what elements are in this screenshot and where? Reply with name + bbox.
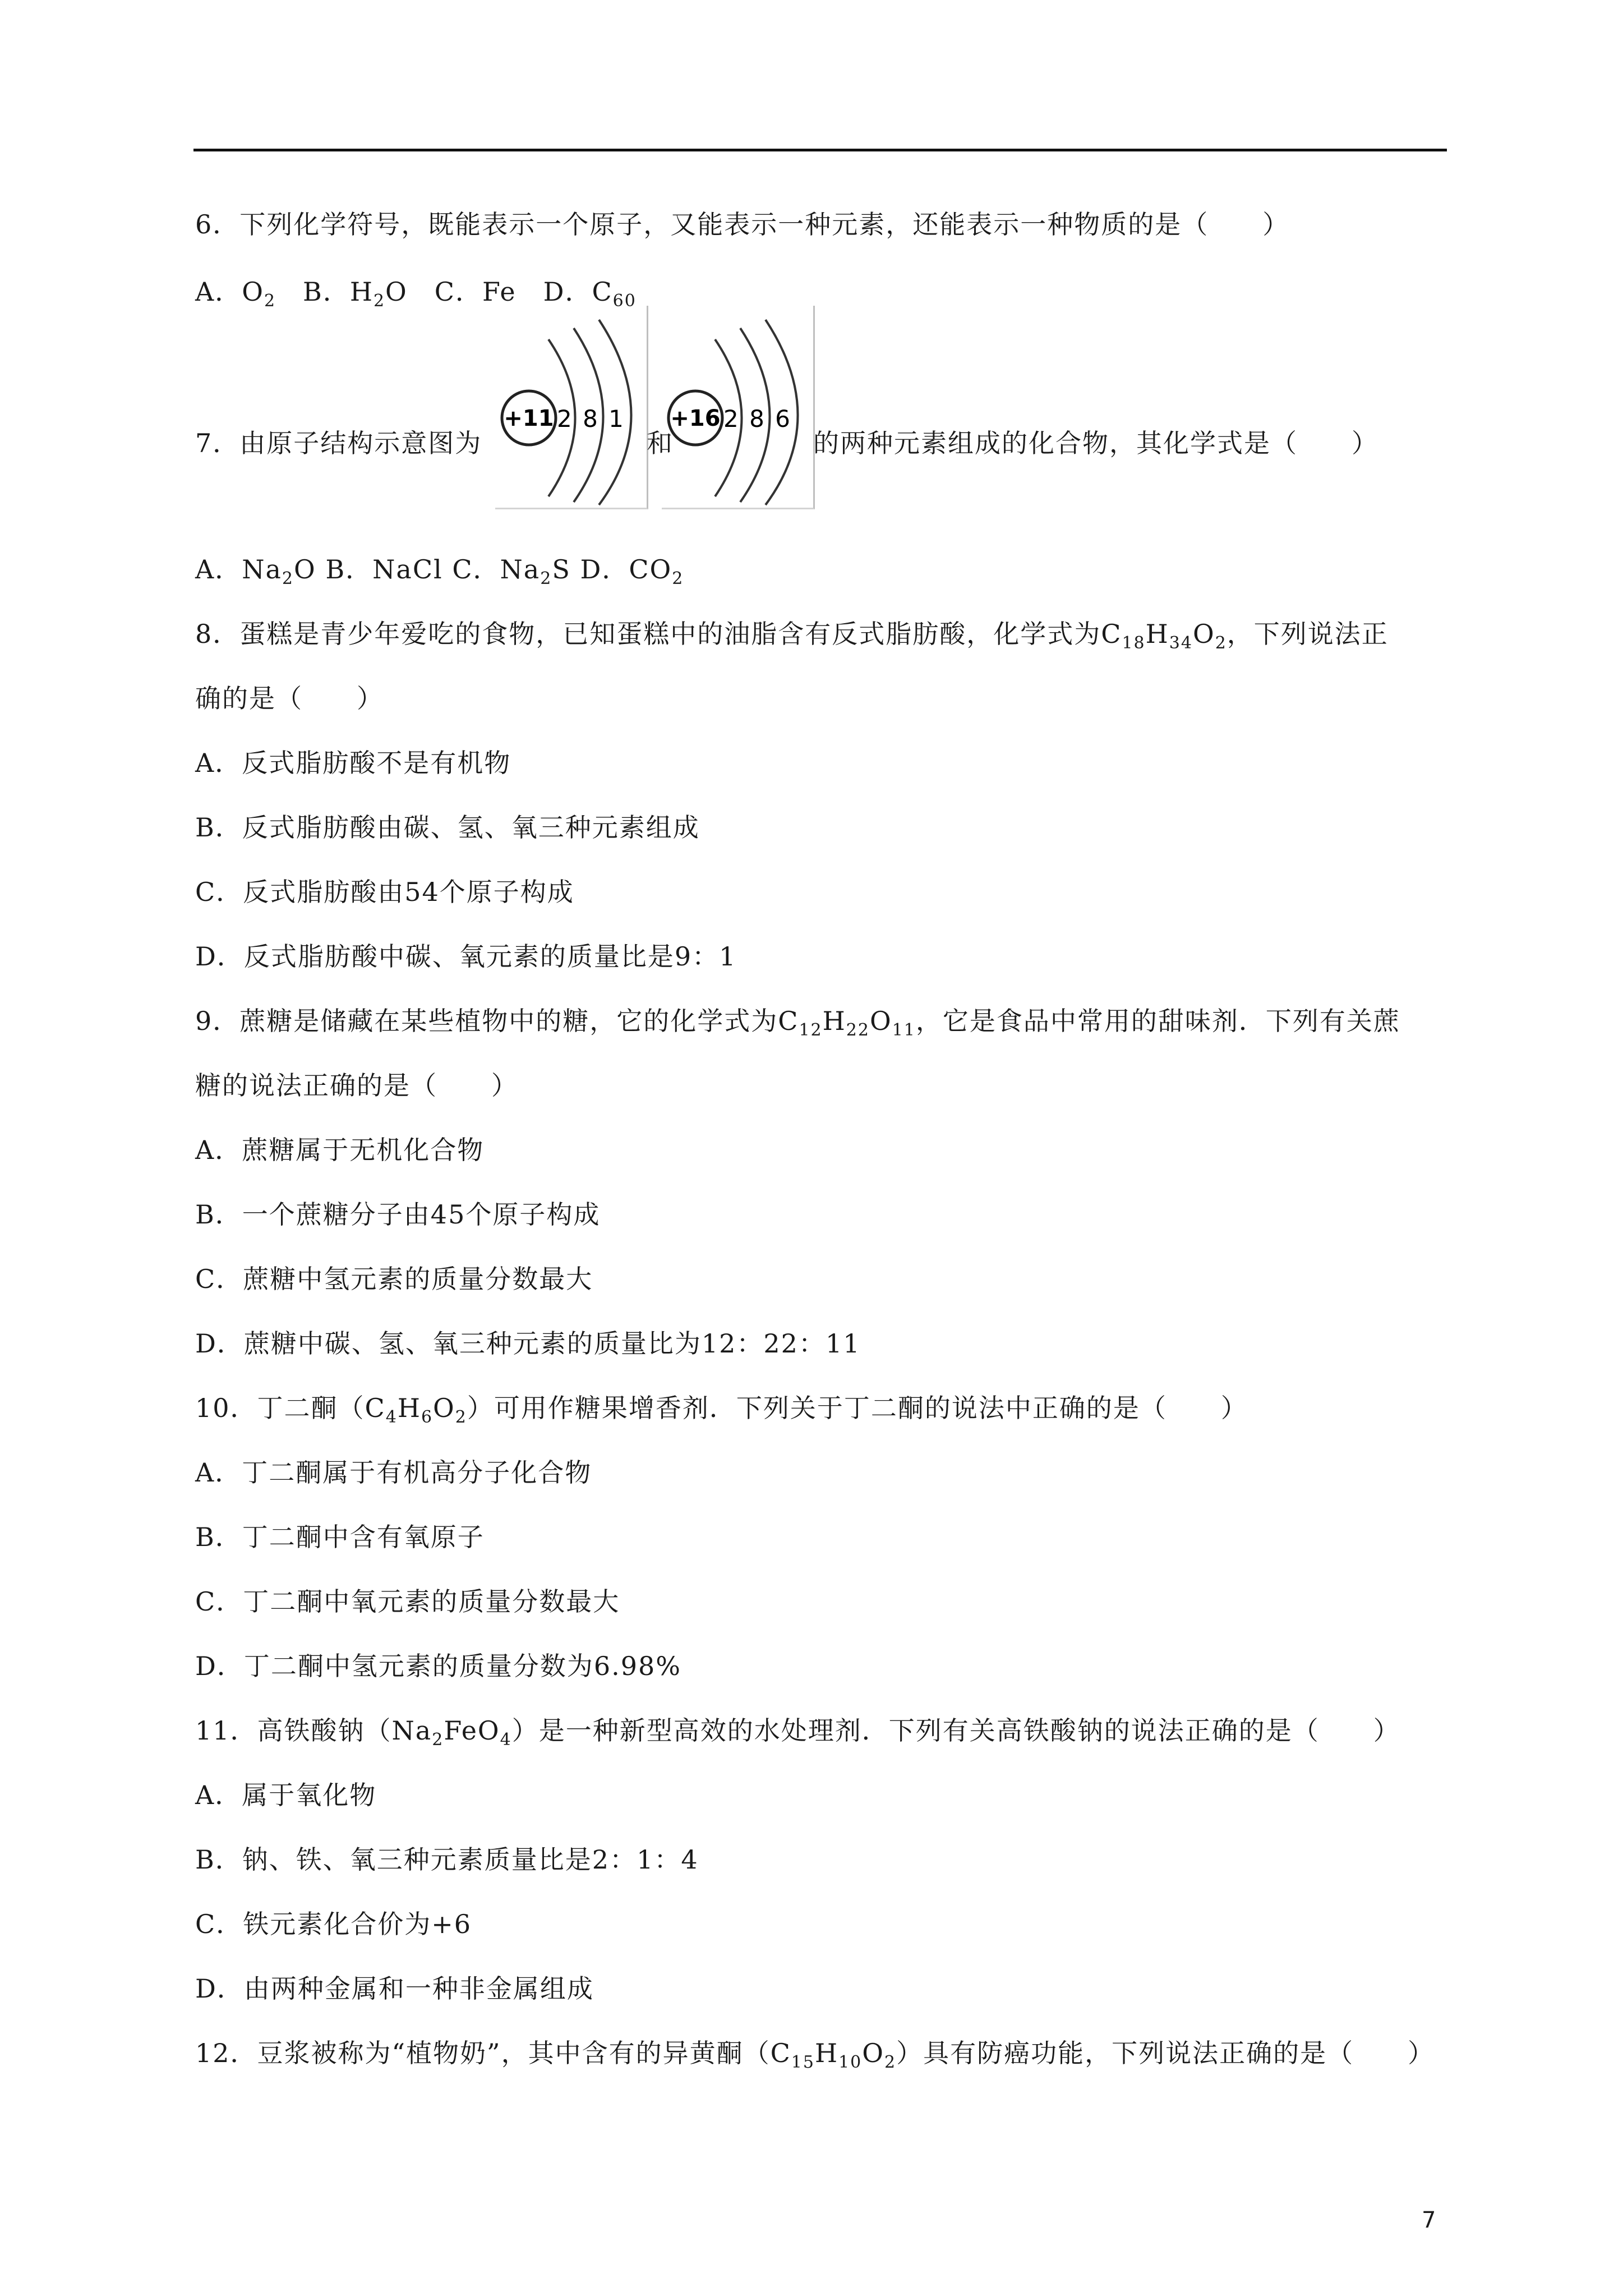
atom1-shells: 2 8 1 bbox=[557, 405, 624, 432]
q12-stem: 12．豆浆被称为“植物奶”，其中含有的异黄酮$(C_{15}H_{10}O_2)$具有防癌功能，下列说法正确的是（ ） bbox=[195, 2038, 1435, 2072]
q10-stem: 10．丁二酮$(C_4H_6O_2)$可用作糖果增香剂．下列关于丁二酮的说法中正确的是（ ） bbox=[195, 1393, 1248, 1427]
q9-stem-line2: 糖的说法正确的是（ ） bbox=[195, 1070, 518, 1101]
q7-stem-pre: 7．由原子结构示意图为 bbox=[195, 428, 482, 458]
atom2-nucleus: +16 bbox=[670, 406, 721, 431]
q9-option-c: C．蔗糖中氢元素的质量分数最大 bbox=[195, 1264, 593, 1294]
atom1-nucleus: +11 bbox=[504, 406, 554, 431]
q8-stem-line2: 确的是（ ） bbox=[195, 683, 384, 714]
q11-option-b: B．钠、铁、氧三种元素质量比是2：1：4 bbox=[195, 1844, 699, 1875]
q10-option-a: A．丁二酮属于有机高分子化合物 bbox=[195, 1457, 592, 1488]
q11-stem: 11．高铁酸钠$(Na_2FeO_4)$是一种新型高效的水处理剂．下列有关高铁酸钠的说法正确的是（ ） bbox=[195, 1715, 1400, 1750]
q9-option-d: D．蔗糖中碳、氢、氧三种元素的质量比为12：22：11 bbox=[195, 1328, 861, 1359]
q11-option-a: A．属于氧化物 bbox=[195, 1780, 377, 1810]
q11-option-c: C．铁元素化合价为+6 bbox=[195, 1909, 472, 1939]
q9-stem-line1: 9．蔗糖是储藏在某些植物中的糖，它的化学式为$C_{12}H_{22}O_{11}$，它是食品中常用的甜味剂．下列有关蔗 bbox=[195, 1006, 1400, 1040]
atom-diagram-sulfur-svg bbox=[662, 306, 813, 508]
atom2-shells: 2 8 6 bbox=[723, 405, 790, 432]
q8-option-b: B．反式脂肪酸由碳、氢、氧三种元素组成 bbox=[195, 812, 700, 843]
page-number: 7 bbox=[1422, 2207, 1436, 2233]
q10-option-c: C．丁二酮中氧元素的质量分数最大 bbox=[195, 1586, 620, 1617]
q6-options: A．$O_2$ B．$H_2O$ C．Fe D．$C_{60}$ bbox=[195, 277, 637, 311]
atom-diagram-sodium bbox=[495, 306, 648, 509]
q9-option-b: B．一个蔗糖分子由45个原子构成 bbox=[195, 1199, 601, 1230]
atom-diagram-sulfur bbox=[662, 306, 815, 509]
q10-option-b: B．丁二酮中含有氧原子 bbox=[195, 1522, 485, 1552]
q8-option-c: C．反式脂肪酸由54个原子构成 bbox=[195, 877, 574, 907]
q9-option-a: A．蔗糖属于无机化合物 bbox=[195, 1135, 485, 1165]
q7-options: A．$Na_2O$ B．NaCl C．$Na_2S$ D．$CO_2$ bbox=[195, 554, 684, 588]
header-rule bbox=[193, 149, 1447, 151]
q7-stem-post: 的两种元素组成的化合物，其化学式是（ ） bbox=[813, 428, 1378, 458]
q11-option-d: D．由两种金属和一种非金属组成 bbox=[195, 1973, 594, 2004]
q8-option-a: A．反式脂肪酸不是有机物 bbox=[195, 748, 511, 778]
q7-stem-mid: 和 bbox=[647, 428, 674, 458]
q8-stem-line1: 8．蛋糕是青少年爱吃的食物，已知蛋糕中的油脂含有反式脂肪酸，化学式为$C_{18}H_{34}O_2$，下列说法正 bbox=[195, 619, 1389, 653]
q6-stem: 6．下列化学符号，既能表示一个原子，又能表示一种元素，还能表示一种物质的是（ ） bbox=[195, 209, 1290, 240]
q10-option-d: D．丁二酮中氢元素的质量分数为6.98% bbox=[195, 1651, 682, 1681]
q8-option-d: D．反式脂肪酸中碳、氧元素的质量比是9：1 bbox=[195, 941, 737, 972]
atom-diagram-sodium-svg bbox=[495, 306, 647, 508]
